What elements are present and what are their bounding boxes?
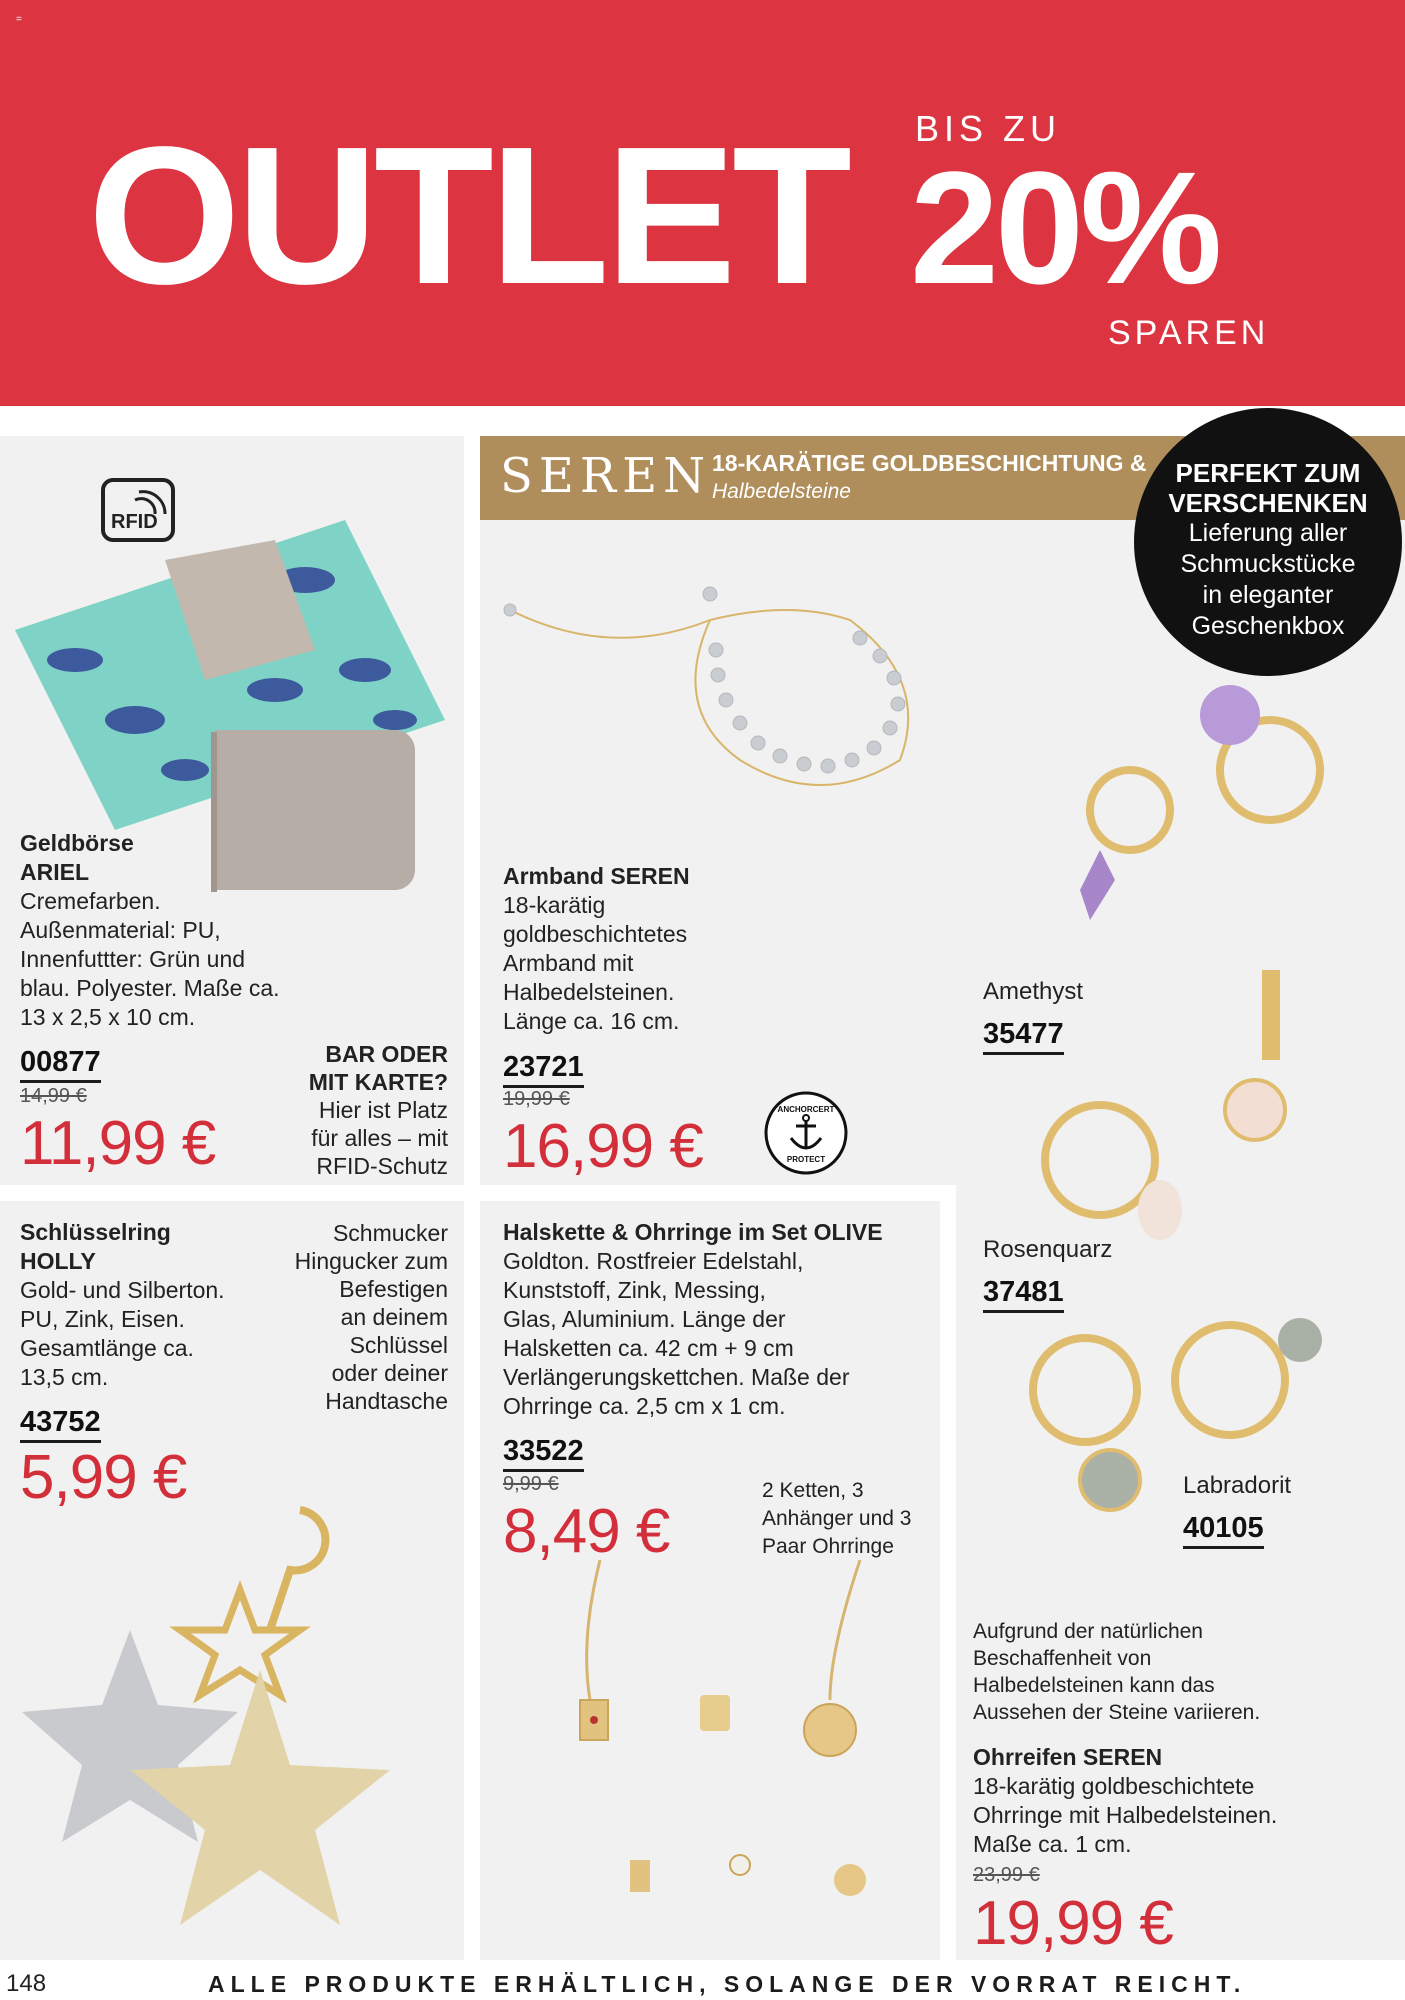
seren-logo: SEREN <box>500 448 712 504</box>
necklace-old-price: 9,99 € <box>503 1473 559 1495</box>
gift-text: Schmuckstücke <box>1180 550 1356 578</box>
svg-text:PROTECT: PROTECT <box>786 1155 826 1164</box>
wallet-note-line: RFID-Schutz <box>316 1153 448 1179</box>
keyring-name: HOLLY <box>20 1248 96 1274</box>
gift-title: VERSCHENKEN <box>1168 488 1368 518</box>
notice-line: Aussehen der Steine variieren. <box>973 1701 1261 1724</box>
earrings-price: 19,99 € <box>973 1889 1173 1958</box>
earring-labradorit-image <box>1000 1300 1340 1560</box>
keyring-note-line: Befestigen <box>339 1276 448 1302</box>
keyring-note-line: Schmucker <box>332 1220 448 1246</box>
gift-text: Lieferung aller <box>1188 519 1348 547</box>
wallet-note-title: BAR ODER <box>325 1041 448 1067</box>
page-number: 148 <box>6 1970 47 1997</box>
gift-text: Geschenkbox <box>1191 612 1345 640</box>
gift-title: PERFEKT ZUM <box>1175 458 1361 488</box>
earrings-desc-line: 18-karätig goldbeschichtete <box>973 1773 1255 1799</box>
necklace-note <box>762 1477 911 1561</box>
keyring-title: Schlüsselring <box>20 1219 171 1245</box>
seren-headline: 18-KARÄTIGE GOLDBESCHICHTUNG & <box>712 450 1147 476</box>
stone-name-amethyst: Amethyst <box>983 978 1084 1005</box>
bracelet-article-number: 23721 <box>503 1051 584 1084</box>
wallet-desc-line: Cremefarben. <box>20 888 161 914</box>
necklace-price: 8,49 € <box>503 1497 670 1566</box>
earrings-description <box>973 1743 1277 1859</box>
keyring-desc-line: PU, Zink, Eisen. <box>20 1306 185 1332</box>
notice-line: Aufgrund der natürlichen <box>973 1620 1203 1643</box>
necklace-desc-line: Kunststoff, Zink, Messing, <box>503 1277 766 1303</box>
footer-disclaimer: ALLE PRODUKTE ERHÄLTLICH, SOLANGE DER VORRAT REICHT. <box>208 1971 1247 1997</box>
bracelet-title: Armband SEREN <box>503 863 690 889</box>
wallet-name: ARIEL <box>20 859 89 885</box>
seren-subline: Halbedelsteine <box>712 480 851 503</box>
keyring-image <box>10 1480 460 1950</box>
keyring-article-number: 43752 <box>20 1406 101 1439</box>
gift-badge <box>1134 408 1402 676</box>
keyring-desc-line: 13,5 cm. <box>20 1364 109 1390</box>
earrings-old-price: 23,99 € <box>973 1864 1040 1886</box>
stone-article-rosenquarz: 37481 <box>983 1276 1064 1309</box>
earrings-title: Ohrreifen SEREN <box>973 1744 1163 1770</box>
stone-name-labradorit: Labradorit <box>1183 1472 1292 1499</box>
wallet-desc-line: 13 x 2,5 x 10 cm. <box>20 1004 196 1030</box>
necklace-desc-line: Ohrringe ca. 2,5 cm x 1 cm. <box>503 1393 786 1419</box>
wallet-note-line: Hier ist Platz <box>318 1097 448 1123</box>
wallet-note <box>309 1040 448 1180</box>
anchorcert-seal-icon <box>763 1090 849 1176</box>
keyring-price: 5,99 € <box>20 1443 187 1512</box>
bracelet-desc-line: goldbeschichtetes <box>503 921 688 947</box>
keyring-note-line: Handtasche <box>325 1388 448 1414</box>
stone-name-rosenquarz: Rosenquarz <box>983 1236 1113 1263</box>
discount-percent: 20% <box>910 138 1219 317</box>
keyring-note <box>295 1219 448 1415</box>
bracelet-description <box>503 862 690 1036</box>
bracelet-old-price: 19,99 € <box>503 1088 570 1110</box>
sparen-label: SPAREN <box>1108 314 1270 352</box>
stone-article-labradorit: 40105 <box>1183 1512 1264 1545</box>
necklace-title: Halskette & Ohrringe im Set OLIVE <box>503 1219 883 1245</box>
wallet-note-title: MIT KARTE? <box>308 1069 448 1095</box>
bracelet-desc-line: Armband mit <box>503 950 634 976</box>
earrings-desc-line: Ohrringe mit Halbedelsteinen. <box>973 1802 1278 1828</box>
gift-text: in eleganter <box>1202 581 1334 609</box>
keyring-desc-line: Gold- und Silberton. <box>20 1277 225 1303</box>
svg-text:ANCHORCERT: ANCHORCERT <box>777 1105 835 1114</box>
keyring-desc-line: Gesamtlänge ca. <box>20 1335 194 1361</box>
necklace-desc-line: Glas, Aluminium. Länge der <box>503 1306 786 1332</box>
svg-text:RFID: RFID <box>111 511 158 533</box>
necklace-desc-line: Goldton. Rostfreier Edelstahl, <box>503 1248 804 1274</box>
wallet-description <box>20 829 280 1032</box>
wallet-title: Geldbörse <box>20 830 134 856</box>
keyring-note-line: oder deiner <box>331 1360 448 1386</box>
wallet-desc-line: blau. Polyester. Maße ca. <box>20 975 280 1001</box>
keyring-description <box>20 1218 225 1392</box>
keyring-note-line: an deinem <box>340 1304 448 1330</box>
bracelet-price: 16,99 € <box>503 1112 703 1181</box>
bracelet-image <box>490 560 930 820</box>
stone-article-amethyst: 35477 <box>983 1018 1064 1051</box>
wallet-desc-line: Außenmaterial: PU, <box>20 917 221 943</box>
wallet-desc-line: Innenfuttter: Grün und <box>20 946 246 972</box>
outlet-title: OUTLET <box>88 106 848 325</box>
necklace-article-number: 33522 <box>503 1435 584 1468</box>
earrings-notice <box>973 1618 1260 1726</box>
earring-amethyst-image <box>1020 680 1350 950</box>
necklace-desc-line: Verlängerungskettchen. Maße der <box>503 1364 850 1390</box>
bracelet-desc-line: 18-karätig <box>503 892 606 918</box>
wallet-note-line: für alles – mit <box>311 1125 448 1151</box>
bracelet-desc-line: Halbedelsteinen. <box>503 979 675 1005</box>
earrings-desc-line: Maße ca. 1 cm. <box>973 1831 1132 1857</box>
necklace-image <box>560 1560 940 1950</box>
keyring-note-line: Schlüssel <box>349 1332 448 1358</box>
keyring-note-line: Hingucker zum <box>294 1248 448 1274</box>
notice-line: Beschaffenheit von <box>973 1647 1152 1670</box>
banner-mark: = <box>16 14 22 25</box>
necklace-note-line: Anhänger und 3 <box>762 1507 912 1530</box>
necklace-note-line: 2 Ketten, 3 <box>762 1479 864 1502</box>
necklace-note-line: Paar Ohrringe <box>762 1535 894 1558</box>
outlet-banner <box>0 0 1405 406</box>
necklace-description <box>503 1218 883 1421</box>
necklace-desc-line: Halsketten ca. 42 cm + 9 cm <box>503 1335 794 1361</box>
wallet-old-price: 14,99 € <box>20 1085 87 1107</box>
bracelet-desc-line: Länge ca. 16 cm. <box>503 1008 680 1034</box>
wallet-article-number: 00877 <box>20 1046 101 1079</box>
bis-zu-label: BIS ZU <box>915 108 1062 149</box>
wallet-price: 11,99 € <box>20 1109 216 1178</box>
notice-line: Halbedelsteinen kann das <box>973 1674 1215 1697</box>
